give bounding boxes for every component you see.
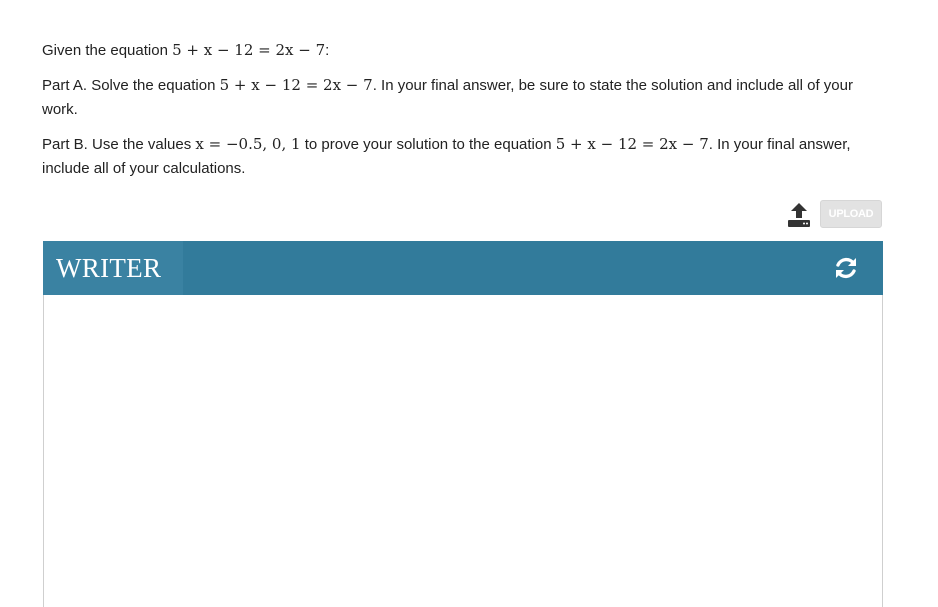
- upload-icon[interactable]: [786, 200, 812, 228]
- refresh-icon-svg: [833, 255, 859, 281]
- upload-button[interactable]: UPLOAD: [820, 200, 882, 228]
- part-a-prefix: Part A. Solve the equation: [42, 77, 220, 94]
- writer-header: [43, 241, 883, 295]
- intro-text: Given the equation: [42, 42, 173, 59]
- upload-icon-svg: [786, 200, 812, 228]
- question-part-a: [42, 73, 882, 122]
- upload-toolbar: [786, 200, 882, 228]
- question-prompt: [42, 38, 882, 191]
- question-intro: [42, 38, 882, 63]
- part-b-mid: to prove your solution to the equation: [300, 136, 556, 153]
- intro-end: :: [325, 42, 330, 59]
- question-part-b: [42, 132, 882, 181]
- intro-equation: 5 + x − 12 = 2x − 7: [172, 41, 326, 59]
- part-a-suffix: . In your final answer, be sure to state the solution and include all of your work.: [42, 77, 853, 118]
- part-b-equation: 5 + x − 12 = 2x − 7: [555, 135, 709, 153]
- part-b-values: x = −0.5, 0, 1: [195, 135, 301, 153]
- part-b-prefix: Part B. Use the values: [42, 136, 196, 153]
- writer-text-area[interactable]: [44, 295, 882, 605]
- writer-title: WRITER: [56, 252, 162, 283]
- part-b-suffix: . In your final answer, include all of your calculations.: [42, 136, 851, 177]
- writer-panel: [43, 241, 883, 607]
- part-a-equation: 5 + x − 12 = 2x − 7: [219, 76, 373, 94]
- refresh-icon[interactable]: [833, 255, 859, 281]
- writer-title-box: [43, 241, 183, 295]
